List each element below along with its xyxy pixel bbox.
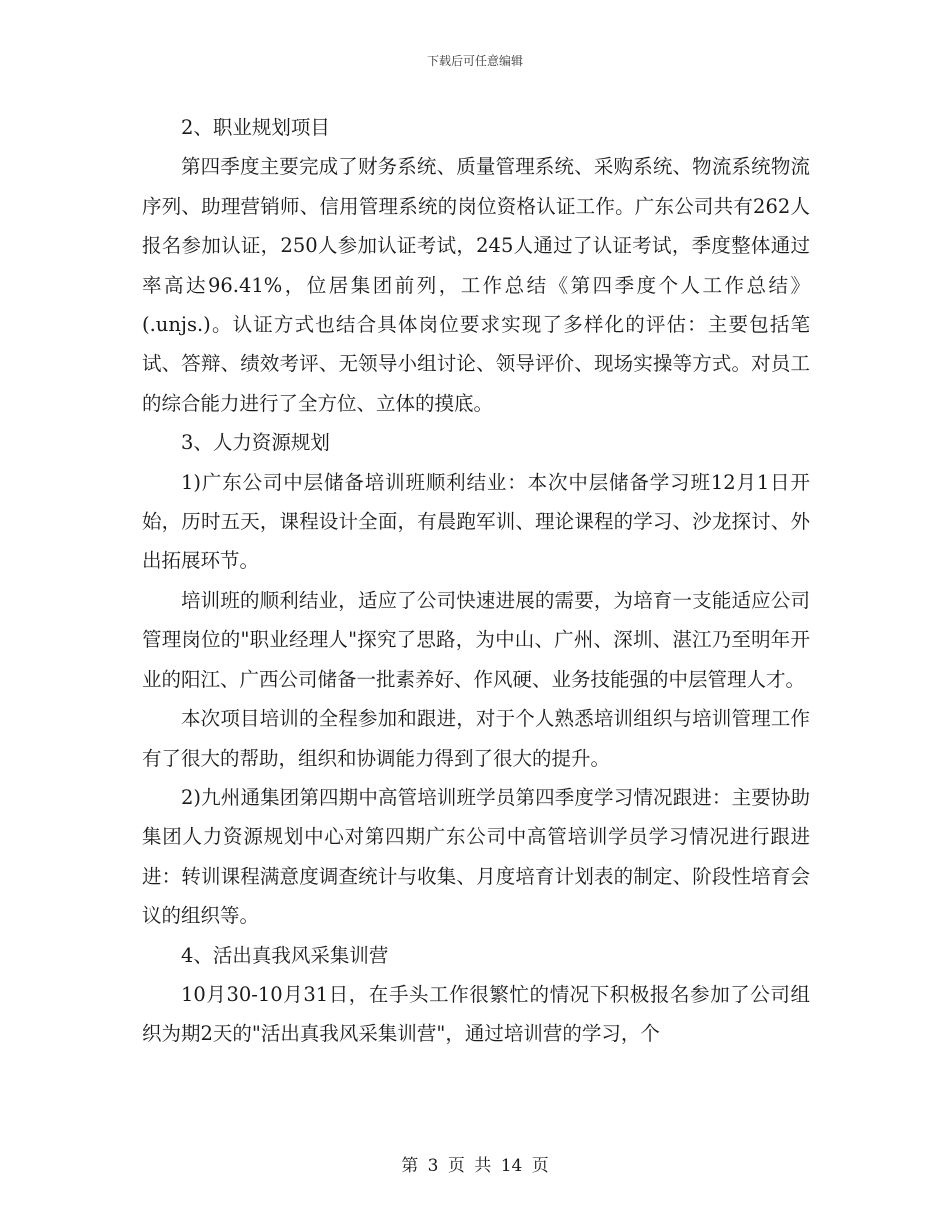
page-number-footer: 第 3 页 共 14 页 — [401, 1156, 549, 1176]
paragraph: 第四季度主要完成了财务系统、质量管理系统、采购系统、物流系统物流序列、助理营销师、信用管理系统的岗位资格认证工作。广东公司共有262人报名参加认证，250人参加认证考试，245人通过了认证考试，季度整体通过率高达96.41%，位居集团前列，工作总结《第四季度个人工作总结》(.unjs.)。认证方式也结合具体岗位要求实现了多样化的评估：主要包括笔试、答辩、绩效考评、无领导小组讨论、领导评价、现场实操等方式。对员工的综合能力进行了全方位、立体的摸底。 — [142, 155, 810, 415]
section-heading: 4、活出真我风采集训营 — [181, 943, 389, 967]
page-header: 下载后可任意编辑 — [426, 54, 523, 68]
paragraph: 1)广东公司中层储备培训班顺利结业：本次中层储备学习班12月1日开始，历时五天，课程设计全面，有晨跑军训、理论课程的学习、沙龙探讨、外出拓展环节。 — [142, 470, 810, 573]
paragraph: 10月30-10月31日，在手头工作很繁忙的情况下积极报名参加了公司组织为期2天的"活出真我风采集训营"，通过培训营的学习，个 — [142, 982, 810, 1046]
section-heading: 3、人力资源规划 — [181, 431, 330, 455]
paragraph: 2)九州通集团第四期中高管培训班学员第四季度学习情况跟进：主要协助集团人力资源规划中心对第四期广东公司中高管培训学员学习情况进行跟进进：转训课程满意度调查统计与收集、月度培育计划表的制定、阶段性培育会议的组织等。 — [142, 785, 810, 928]
document-body — [142, 108, 810, 1054]
paragraph: 本次项目培训的全程参加和跟进，对于个人熟悉培训组织与培训管理工作有了很大的帮助，组织和协调能力得到了很大的提升。 — [142, 707, 810, 770]
paragraph: 培训班的顺利结业，适应了公司快速进展的需要，为培育一支能适应公司管理岗位的"职业经理人"探究了思路，为中山、广州、深圳、湛江乃至明年开业的阳江、广西公司储备一批素养好、作风硬、业务技能强的中层管理人才。 — [142, 588, 810, 691]
section-heading: 2、职业规划项目 — [181, 116, 330, 139]
